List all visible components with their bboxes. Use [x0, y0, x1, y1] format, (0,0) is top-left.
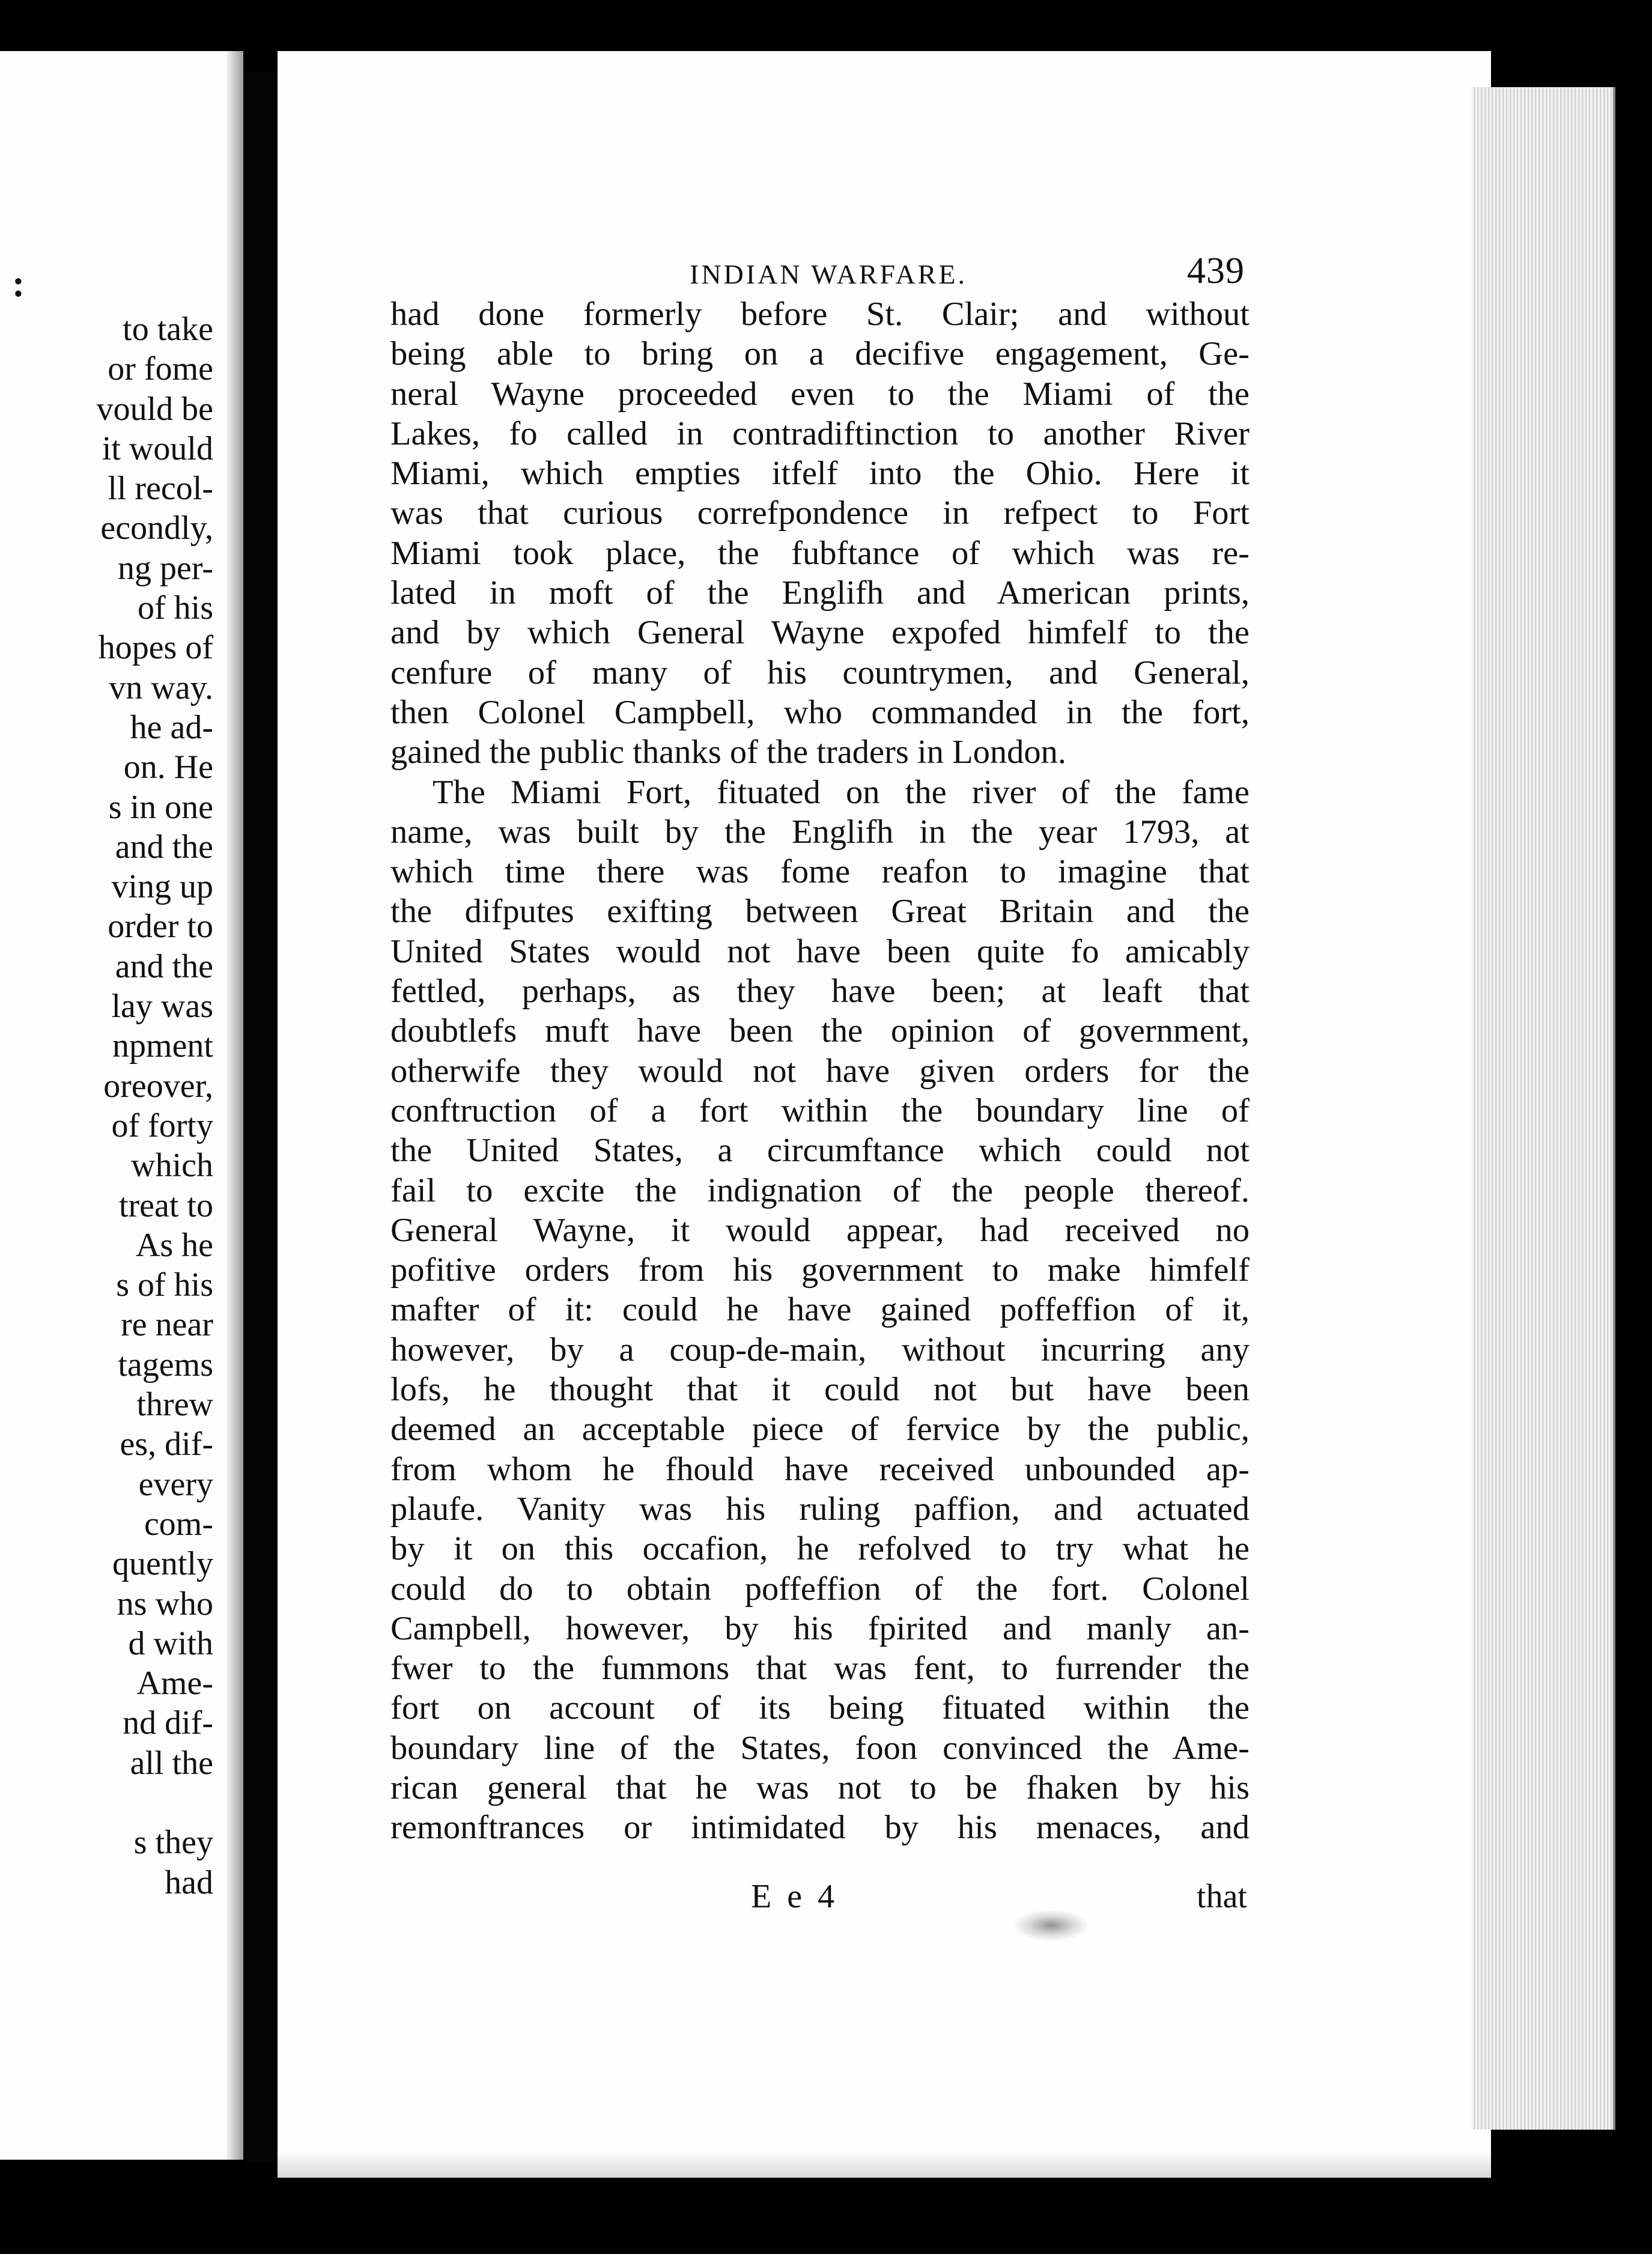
- text-line: lofs, he thought that it could not but have been: [390, 1371, 1250, 1409]
- left-text-line: and the: [115, 828, 213, 866]
- left-facing-page: [0, 51, 243, 2160]
- signature-mark: E e 4: [751, 1878, 839, 1915]
- text-line: fwer to the fummons that was fent, to furrender the: [390, 1650, 1250, 1687]
- running-head-title: INDIAN WARFARE.: [690, 259, 968, 290]
- text-line: fort on account of its being fituated within the: [390, 1689, 1250, 1727]
- ink-smudge: [1015, 1910, 1087, 1940]
- left-page-mark: :: [12, 262, 25, 305]
- page-bottom-shade: [278, 2151, 1491, 2178]
- text-line: deemed an acceptable piece of fervice by the public,: [390, 1411, 1250, 1448]
- text-line: mafter of it: could he have gained poffeffion of it,: [390, 1291, 1250, 1329]
- text-line: pofitive orders from his government to make himfelf: [390, 1251, 1250, 1289]
- text-line: Miami took place, the fubftance of which was re-: [390, 534, 1250, 572]
- left-text-line: vn way.: [109, 669, 213, 706]
- left-text-line: of forty: [111, 1107, 213, 1144]
- book-spine: [243, 72, 279, 2163]
- left-text-line: s of his: [116, 1266, 213, 1304]
- text-line: from whom he fhould have received unbounded ap-: [390, 1450, 1250, 1488]
- page-fore-edge: [1472, 87, 1615, 2130]
- text-line: conftruction of a fort within the boundary line of: [390, 1092, 1250, 1129]
- body-text: [390, 294, 1250, 1848]
- left-text-line: threw: [136, 1386, 213, 1424]
- text-line: rican general that he was not to be fhaken by his: [390, 1769, 1250, 1806]
- left-text-line: had: [165, 1864, 213, 1901]
- text-line: Campbell, however, by his fpirited and manly an-: [390, 1609, 1250, 1647]
- left-text-line: As he: [135, 1226, 213, 1264]
- left-text-line: all the: [130, 1744, 213, 1782]
- left-text-line: es, dif-: [120, 1426, 213, 1463]
- left-text-line: oreover,: [103, 1067, 213, 1105]
- left-text-line: treat to: [118, 1186, 213, 1224]
- page-number: 439: [1187, 251, 1245, 291]
- text-line: cenfure of many of his countrymen, and General,: [390, 654, 1250, 691]
- text-line: the United States, a circumftance which could not: [390, 1132, 1250, 1170]
- left-text-line: ving up: [111, 868, 213, 906]
- catchword: that: [1197, 1878, 1247, 1915]
- text-line: fettled, perhaps, as they have been; at leaft that: [390, 973, 1250, 1010]
- text-line: however, by a coup-de-main, without incurring any: [390, 1331, 1250, 1368]
- text-line: by it on this occafion, he refolved to try what he: [390, 1530, 1250, 1568]
- left-text-line: and the: [115, 947, 213, 985]
- text-line: lated in moft of the Englifh and American prints,: [390, 574, 1250, 612]
- text-line: fail to excite the indignation of the people thereof.: [390, 1171, 1250, 1209]
- left-text-line: on. He: [123, 749, 213, 786]
- text-line: being able to bring on a decifive engagement, Ge-: [390, 335, 1250, 373]
- left-text-line: lay was: [111, 988, 213, 1025]
- left-text-line: com-: [144, 1505, 213, 1543]
- text-line: plaufe. Vanity was his ruling paffion, and actuated: [390, 1490, 1250, 1528]
- text-line: doubtlefs muft have been the opinion of government,: [390, 1012, 1250, 1050]
- left-text-line: which: [131, 1147, 213, 1185]
- text-line: otherwife they would not have given orders for the: [390, 1052, 1250, 1090]
- left-text-line: ng per-: [117, 549, 213, 587]
- text-line: the difputes exifting between Great Britain and the: [390, 893, 1250, 931]
- left-text-line: re near: [121, 1306, 213, 1344]
- text-line: was that curious correfpondence in refpect to Fort: [390, 494, 1250, 532]
- left-text-line: [0, 1783, 213, 1823]
- left-text-line: econdly,: [100, 509, 213, 547]
- text-line: Miami, which empties itfelf into the Ohio. Here it: [390, 455, 1250, 493]
- text-line: General Wayne, it would appear, had received no: [390, 1211, 1250, 1249]
- text-line: and by which General Wayne expofed himfelf to the: [390, 614, 1250, 652]
- left-text-line: ll recol-: [108, 470, 213, 508]
- left-text-line: s in one: [108, 788, 213, 826]
- gutter-shadow: [226, 51, 243, 2160]
- text-line: which time there was fome reafon to imagine that: [390, 853, 1250, 891]
- left-text-line: tagems: [118, 1346, 213, 1384]
- left-text-line: ns who: [117, 1585, 213, 1623]
- left-text-line: hopes of: [98, 629, 213, 667]
- left-text-line: quently: [112, 1545, 213, 1583]
- left-text-line: order to: [108, 908, 213, 946]
- left-text-line: he ad-: [130, 708, 213, 746]
- left-text-line: it would: [102, 430, 213, 467]
- left-text-line: npment: [112, 1027, 213, 1065]
- left-text-line: s they: [133, 1824, 213, 1862]
- left-text-line: to take: [123, 311, 213, 348]
- page-footer: [390, 1877, 1250, 1919]
- text-line: neral Wayne proceeded even to the Miami of the: [390, 375, 1250, 413]
- left-text-line: nd dif-: [123, 1704, 213, 1742]
- text-line: could do to obtain poffeffion of the fort. Colonel: [390, 1570, 1250, 1608]
- text-line: remonftrances or intimidated by his menaces, and: [390, 1809, 1250, 1847]
- left-text-line: or fome: [108, 350, 213, 388]
- text-line: The Miami Fort, fituated on the river of the fame: [433, 773, 1250, 811]
- left-page-text: [0, 309, 213, 1903]
- left-text-line: d with: [128, 1624, 213, 1662]
- left-text-line: Ame-: [136, 1665, 213, 1703]
- left-text-line: vould be: [96, 390, 213, 428]
- text-line: United States would not have been quite fo amicably: [390, 932, 1250, 970]
- text-line: Lakes, fo called in contradiftinction to another River: [390, 415, 1250, 452]
- left-text-line: of his: [138, 589, 213, 627]
- left-text-line: every: [138, 1465, 213, 1503]
- text-line: name, was built by the Englifh in the year 1793, at: [390, 813, 1250, 851]
- text-line: had done formerly before St. Clair; and without: [390, 296, 1250, 333]
- text-line: boundary line of the States, foon convinced the Ame-: [390, 1729, 1250, 1767]
- text-line: gained the public thanks of the traders in London.: [390, 734, 1067, 771]
- text-line: then Colonel Campbell, who commanded in the fort,: [390, 693, 1250, 731]
